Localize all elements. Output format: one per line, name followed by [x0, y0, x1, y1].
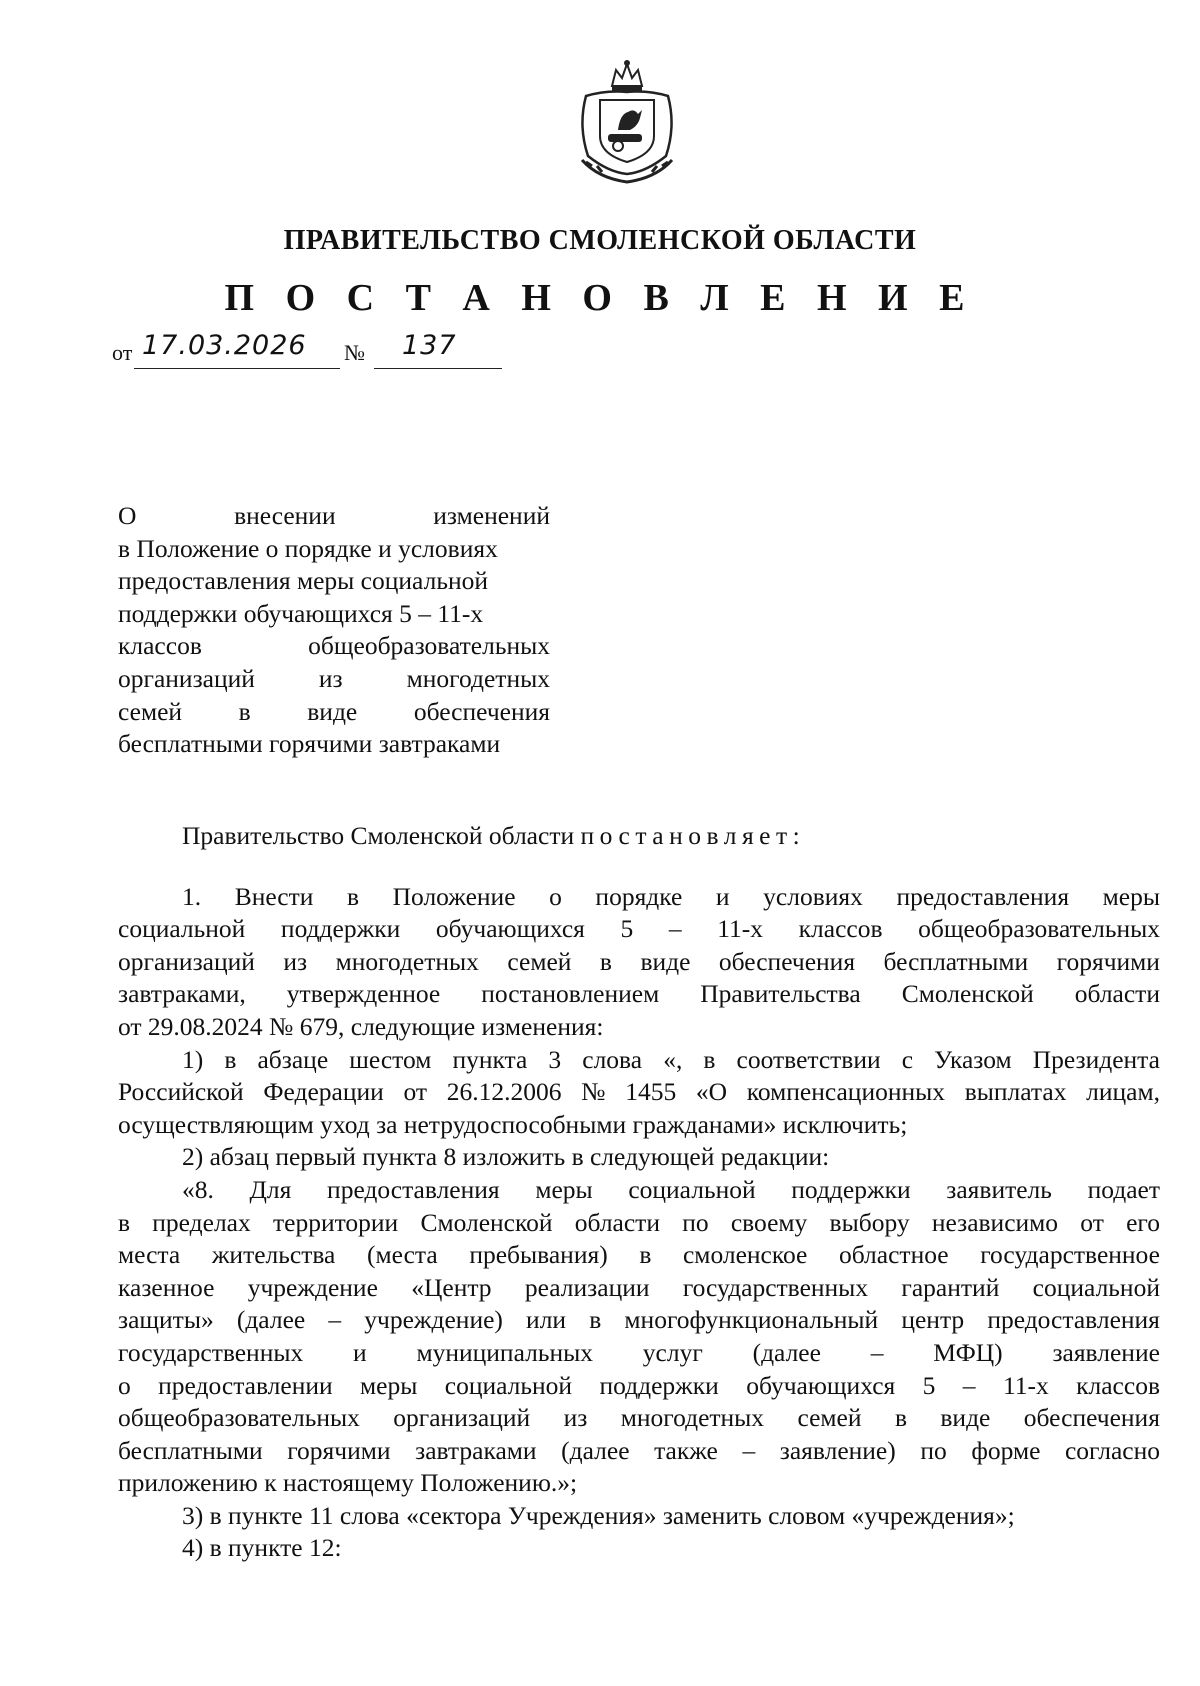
text-line: от 29.08.2024 № 679, следующие изменения: — [118, 1011, 604, 1041]
paragraph-1 — [118, 881, 1160, 1044]
subject-line: классов общеобразовательных — [118, 631, 550, 661]
text-line: «8. Для предоставления меры социальной поддержки заявитель подает — [182, 1174, 1160, 1204]
item-1 — [118, 1044, 1160, 1142]
subject-line: О внесении изменений — [118, 501, 550, 530]
text-line: государственных и муниципальных услуг (далее – МФЦ) заявление — [118, 1337, 1160, 1367]
document-body — [118, 820, 1160, 1565]
subject-line: поддержки обучающихся 5 – 11-х — [118, 598, 484, 628]
text-line: социальной поддержки обучающихся 5 – 11-х классов общеобразовательных — [118, 914, 1160, 944]
number-label: № — [344, 340, 365, 365]
text-line: защиты» (далее – учреждение) или в многофункциональный центр предоставления — [118, 1305, 1160, 1335]
subject-line: организаций из многодетных — [118, 663, 550, 693]
text-line: казенное учреждение «Центр реализации государственных гарантий социальной — [118, 1272, 1160, 1302]
subject-line: семей в виде обеспечения — [118, 696, 550, 726]
text-line: осуществляющим уход за нетрудоспособными гражданами» исключить; — [118, 1109, 908, 1139]
subject-line: предоставления меры социальной — [118, 566, 488, 596]
government-name: ПРАВИТЕЛЬСТВО СМОЛЕНСКОЙ ОБЛАСТИ — [283, 225, 917, 256]
text-line: 1. Внести в Положение о порядке и условиях предоставления меры — [182, 881, 1160, 911]
document-subject — [118, 500, 550, 761]
item-3: 3) в пункте 11 слова «сектора Учреждения» заменить словом «учреждения»; — [182, 1500, 1015, 1530]
text-line: в пределах территории Смоленской области по своему выбору независимо от его — [118, 1207, 1160, 1237]
number-underline — [374, 368, 502, 369]
text-line: бесплатными горячими завтраками (далее также – заявление) по форме согласно — [118, 1435, 1160, 1465]
from-label: от — [112, 340, 133, 365]
text-line: 1) в абзаце шестом пункта 3 слова «, в соответствии с Указом Президента — [182, 1044, 1160, 1074]
date-underline — [134, 368, 340, 369]
text-line: общеобразовательных организаций из многодетных семей в виде обеспечения — [118, 1403, 1160, 1433]
quoted-paragraph-8 — [118, 1174, 1160, 1500]
subject-line: бесплатными горячими завтраками — [118, 729, 501, 759]
document-number: 137 — [402, 330, 457, 361]
document-type: П О С Т А Н О В Л Е Н И Е — [224, 277, 976, 319]
subject-line: в Положение о порядке и условиях — [118, 533, 498, 563]
date-number-line — [112, 330, 532, 376]
document-date: 17.03.2026 — [142, 330, 307, 361]
text-line: места жительства (места пребывания) в смоленское областное государственное — [118, 1240, 1160, 1270]
preamble: Правительство Смоленской области постановляет: — [182, 821, 806, 850]
text-line: организаций из многодетных семей в виде обеспечения бесплатными горячими — [118, 946, 1160, 976]
coat-of-arms-icon — [568, 56, 686, 188]
text-line: завтраками, утвержденное постановлением Правительства Смоленской области — [118, 979, 1160, 1009]
text-line: Российской Федерации от 26.12.2006 № 1455 «О компенсационных выплатах лицам, — [118, 1077, 1160, 1107]
text-line: приложению к настоящему Положению.»; — [118, 1468, 578, 1498]
item-4: 4) в пункте 12: — [182, 1533, 342, 1563]
item-2: 2) абзац первый пункта 8 изложить в следующей редакции: — [182, 1142, 830, 1172]
text-line: о предоставлении меры социальной поддержки обучающихся 5 – 11-х классов — [118, 1370, 1160, 1400]
